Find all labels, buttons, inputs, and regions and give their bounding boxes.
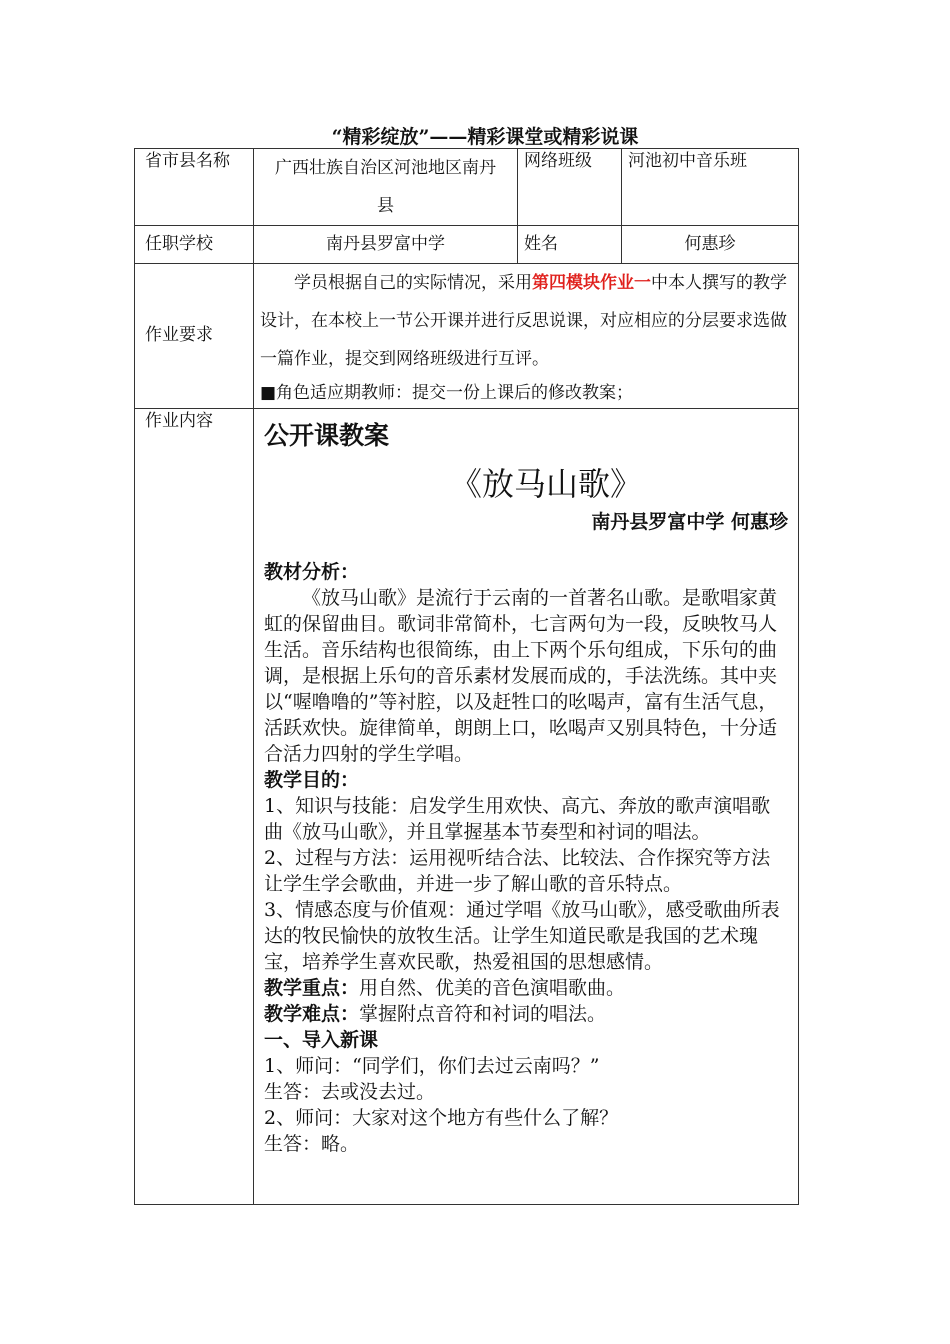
goal-1: 1、知识与技能：启发学生用欢快、高亢、奔放的歌声演唱歌曲《放马山歌》，并且掌握基本节奏型和衬词的唱法。 xyxy=(264,795,771,844)
school-row xyxy=(135,226,799,264)
goal-3: 3、情感态度与价值观：通过学唱《放马山歌》，感受歌曲所表达的牧民愉快的放牧生活。让学生知道民歌是我国的艺术瑰宝，培养学生喜欢民歌，热爱祖国的思想感情。 xyxy=(264,899,780,974)
requirement-highlight: 第四模块作业一 xyxy=(532,273,651,293)
class-value: 河池初中音乐班 xyxy=(622,149,799,226)
class-label: 网络班级 xyxy=(518,149,622,226)
requirement-option: ■角色适应期教师：提交一份上课后的修改教案； xyxy=(260,383,634,403)
goals-title: 教学目的： xyxy=(264,769,360,792)
answer-1: 生答：去或没去过。 xyxy=(264,1081,436,1104)
content-row xyxy=(135,409,799,1205)
key-label: 教学重点： xyxy=(264,977,360,1000)
requirement-paragraph xyxy=(260,264,792,378)
region-label: 省市县名称 xyxy=(135,149,254,226)
question-2: 2、师问：大家对这个地方有些什么了解？ xyxy=(264,1107,619,1130)
requirement-row xyxy=(135,264,799,409)
lesson-plan xyxy=(254,409,799,1205)
requirement-text xyxy=(254,264,799,409)
question-1: 1、师问：“同学们，你们去过云南吗？” xyxy=(264,1055,600,1078)
key-text: 用自然、优美的音色演唱歌曲。 xyxy=(359,977,626,1000)
region-row xyxy=(135,149,799,226)
requirement-after: 中本人撰写的教学设计，在本校上一节公开课并进行反思说课，对应相应的分层要求选做一篇作业，提交到网络班级进行互评。 xyxy=(260,273,787,369)
section-intro-title: 一、导入新课 xyxy=(264,1029,379,1052)
requirement-label: 作业要求 xyxy=(135,264,254,409)
content-label: 作业内容 xyxy=(135,409,254,1205)
name-value: 何惠珍 xyxy=(622,226,799,264)
goal-2: 2、过程与方法：运用视听结合法、比较法、合作探究等方法让学生学会歌曲，并进一步了解山歌的音乐特点。 xyxy=(264,847,771,896)
difficulty-label: 教学难点： xyxy=(264,1003,360,1026)
assignment-form-table xyxy=(134,148,799,1205)
page-title: “精彩绽放”——精彩课堂或精彩说课 xyxy=(331,126,639,148)
analysis-title: 教材分析： xyxy=(264,561,360,584)
school-value: 南丹县罗富中学 xyxy=(254,226,518,264)
answer-2: 生答：略。 xyxy=(264,1133,360,1156)
school-label: 任职学校 xyxy=(135,226,254,264)
requirement-before: 学员根据自己的实际情况，采用 xyxy=(294,273,532,293)
analysis-text: 《放马山歌》是流行于云南的一首著名山歌。是歌唱家黄虹的保留曲目。歌词非常简朴，七言两句为一段，反映牧马人生活。音乐结构也很简练，由上下两个乐句组成，下乐句的曲调，是根据上乐句的音乐素材发展而成的，手法洗练。其中夹以“喔噜噜的”等衬腔，以及赶牲口的吆喝声，富有生活气息，活跃欢快。旋律简单，朗朗上口，吆喝声又别具特色，十分适合活力四射的学生学唱。 xyxy=(264,587,778,766)
name-label: 姓名 xyxy=(518,226,622,264)
song-title: 《放马山歌》 xyxy=(449,465,642,504)
difficulty-text: 掌握附点音符和衬词的唱法。 xyxy=(359,1003,607,1026)
key-point xyxy=(264,975,788,1001)
lesson-heading: 公开课教案 xyxy=(264,421,390,450)
difficulty-point xyxy=(264,1001,788,1027)
lesson-author: 南丹县罗富中学 何惠珍 xyxy=(591,511,788,534)
region-value: 广西壮族自治区河池地区南丹县 xyxy=(254,149,518,226)
